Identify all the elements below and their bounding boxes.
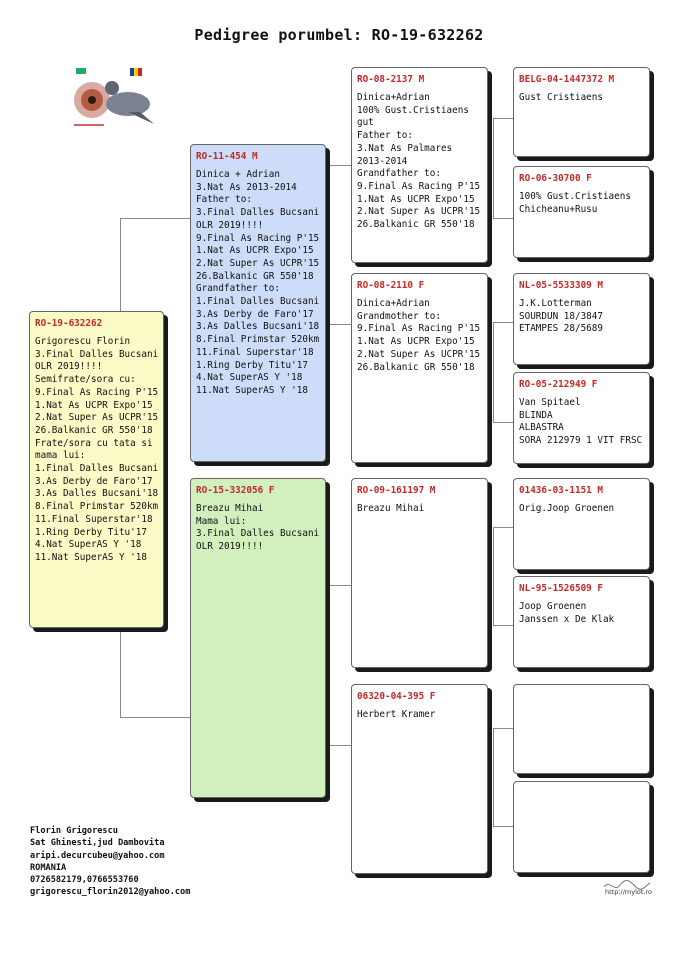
grandsire-maternal-card: [351, 478, 488, 668]
pigeon-details: Orig.Joop Groenen: [519, 503, 615, 514]
pigeon-details: Dinica+Adrian 100% Gust.Cristiaens gut Father to: 3.Nat As Palmares 2013-2014 Grandfather to: 9.Final As Racing P'15 1.Nat As UCPR Expo'15 2.Nat Super As UCPR'15 26.Balkanic GR 550'18: [357, 92, 481, 231]
connector: [120, 218, 121, 311]
great-grandparent-card-5: [513, 478, 650, 570]
great-grandparent-card-7: [513, 684, 650, 774]
ring-number: RO-05-212949 F: [519, 379, 598, 390]
ring-number: NL-05-5533309 M: [519, 280, 603, 291]
grandsire-paternal-card: [351, 67, 488, 263]
pigeon-details: Grigorescu Florin 3.Final Dalles Bucsani OLR 2019!!!! Semifrate/sora cu: 9.Final As Racing P'15 1.Nat As UCPR Expo'15 2.Nat Super As UCPR'15 26.Balkanic GR 550'18 Frate/sora cu tata si mama lui: 1.Final Dalles Bucsani 3.As Derby de Faro'17 3.As Dalles Bucsani'18 8.Final Primstar 520km 11.Final Superstar'18 1.Ring Derby Titu'17 4.Nat SuperAS Y '18 11.Nat SuperAS Y '18: [35, 336, 159, 563]
owner-address: Sat Ghinesti,jud Dambovita: [30, 838, 165, 849]
pigeon-details: Breazu Mihai Mama lui: 3.Final Dalles Bucsani OLR 2019!!!!: [196, 503, 320, 553]
connector: [493, 118, 494, 218]
subject-pigeon-card: [29, 311, 164, 628]
connector: [326, 324, 351, 325]
connector: [493, 422, 513, 423]
connector: [493, 527, 494, 625]
granddam-paternal-card: [351, 273, 488, 463]
sire-card: [190, 144, 326, 462]
connector: [326, 165, 351, 166]
great-grandparent-card-8: [513, 781, 650, 873]
pigeon-details: Van Spitael BLINDA ALBASTRA SORA 212979 1 VIT FRSC: [519, 397, 643, 447]
owner-phone: 0726582179,0766553760: [30, 875, 139, 886]
ring-number: RO-11-454 M: [196, 151, 258, 162]
connector: [493, 728, 513, 729]
ring-number: 06320-04-395 F: [357, 691, 436, 702]
owner-country: ROMANIA: [30, 862, 67, 873]
owner-email: aripi.decurcubeu@yahoo.com: [30, 850, 165, 861]
owner-name: Florin Grigorescu: [30, 826, 118, 836]
pigeon-details: Dinica+Adrian Grandmother to: 9.Final As Racing P'15 1.Nat As UCPR Expo'15 2.Nat Super As UCPR'15 26.Balkanic GR 550'18: [357, 298, 481, 373]
owner-email-2: grigorescu_florin2012@yahoo.com: [30, 887, 191, 898]
ring-number: RO-09-161197 M: [357, 485, 436, 496]
great-grandparent-card-2: [513, 166, 650, 258]
connector: [493, 625, 513, 626]
page-title: Pedigree porumbel: RO-19-632262: [194, 26, 484, 44]
ring-number: RO-15-332056 F: [196, 485, 275, 496]
pigeon-details: Joop Groenen Janssen x De Klak: [519, 601, 615, 625]
ring-number: BELG-04-1447372 M: [519, 74, 615, 85]
connector: [326, 745, 351, 746]
owner-contact-block: [30, 825, 190, 899]
pigeon-details: 100% Gust.Cristiaens Chicheanu+Rusu: [519, 191, 631, 215]
connector: [120, 218, 190, 219]
great-grandparent-card-6: [513, 576, 650, 668]
great-grandparent-card-4: [513, 372, 650, 464]
ring-number: RO-08-2137 M: [357, 74, 425, 85]
ring-number: RO-06-30700 F: [519, 173, 592, 184]
ring-number: RO-08-2110 F: [357, 280, 425, 291]
pigeon-details: Gust Cristiaens: [519, 92, 603, 103]
ring-number: [514, 685, 649, 691]
pigeon-details: J.K.Lotterman SOURDUN 18/3847 ETAMPES 28/5689: [519, 298, 603, 335]
pigeon-details: Dinica + Adrian 3.Nat As 2013-2014 Father to: 3.Final Dalles Bucsani OLR 2019!!!! 9.Final As Racing P'15 1.Nat As UCPR Expo'15 2.Nat Super As UCPR'15 26.Balkanic GR 550'18 Grandfather to: 1.Final Dalles Bucsani 3.As Derby de Faro'17 3.As Dalles Bucsani'18 8.Final Primstar 520km 11.Final Superstar'18 1.Ring Derby Titu'17 4.Nat SuperAS Y '18 11.Nat SuperAS Y '18: [196, 169, 320, 396]
connector: [493, 728, 494, 826]
connector: [493, 826, 513, 827]
site-url: http://mylot.ro: [605, 888, 652, 896]
ring-number: 01436-03-1151 M: [519, 485, 603, 496]
connector: [326, 585, 351, 586]
connector: [493, 118, 513, 119]
pigeon-details: Herbert Kramer: [357, 709, 436, 720]
great-grandparent-card-3: [513, 273, 650, 365]
dam-card: [190, 478, 326, 798]
ring-number: RO-19-632262: [35, 318, 103, 329]
connector: [493, 322, 513, 323]
connector: [326, 165, 327, 325]
pigeon-photo-logo: [68, 64, 158, 132]
connector: [493, 218, 513, 219]
connector: [493, 322, 494, 422]
ring-number: NL-95-1526509 F: [519, 583, 603, 594]
granddam-maternal-card: [351, 684, 488, 874]
connector: [120, 717, 190, 718]
connector: [326, 585, 327, 745]
great-grandparent-card-1: [513, 67, 650, 157]
connector: [120, 627, 121, 717]
ring-number: [514, 782, 649, 788]
connector: [493, 527, 513, 528]
pigeon-details: Breazu Mihai: [357, 503, 425, 514]
